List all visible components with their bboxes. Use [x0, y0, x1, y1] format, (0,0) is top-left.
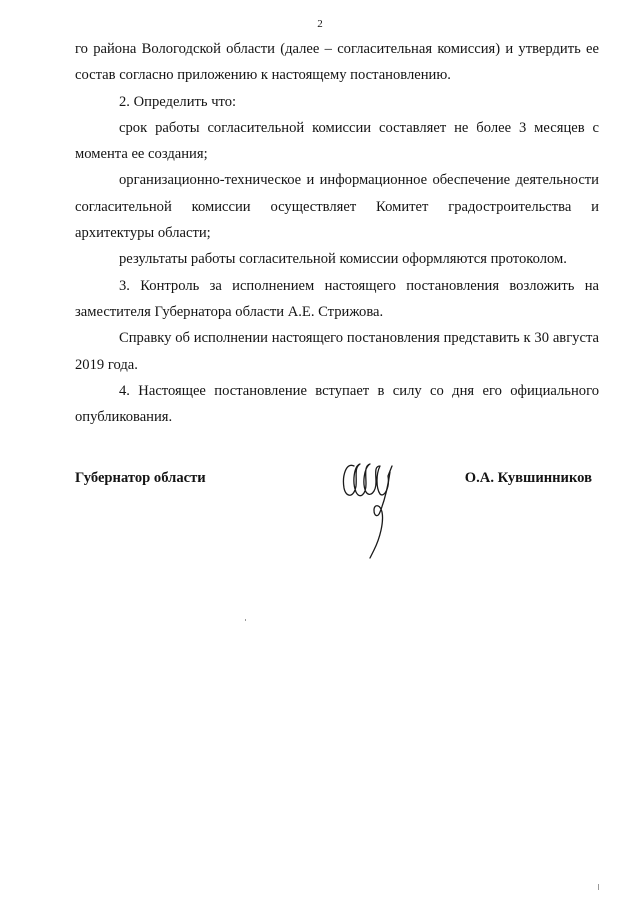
handwritten-signature [330, 452, 410, 562]
scan-speck [245, 619, 246, 621]
page-number: 2 [317, 18, 323, 30]
paragraph-report: Справку об исполнении настоящего постановления представить к 30 августа 2019 года. [75, 330, 599, 373]
paragraph-commission-intro: го района Вологодской области (далее – согласительная комиссия) и утвердить ее состав согласно приложению к настоящему постановлению. [75, 41, 599, 84]
paragraph-support: организационно-техническое и информационное обеспечение деятельности согласительной комиссии осуществляет Комитет градостроительства и архитектуры области; [75, 172, 599, 242]
signatory-title: Губернатор области [75, 470, 206, 486]
paragraph-item-2: 2. Определить что: [119, 93, 237, 110]
document-body [75, 36, 599, 430]
scan-speck [598, 884, 599, 890]
signatory-name: О.А. Кувшинников [464, 470, 592, 486]
paragraph-results: результаты работы согласительной комиссии оформляются протоколом. [119, 251, 567, 268]
paragraph-term: срок работы согласительной комиссии составляет не более 3 месяцев с момента ее создания; [75, 119, 599, 163]
paragraph-item-3: 3. Контроль за исполнением настоящего постановления возложить на заместителя Губернатора области А.Е. Стрижова. [75, 277, 599, 320]
paragraph-item-4: 4. Настоящее постановление вступает в силу со дня его официального опубликования. [75, 382, 599, 426]
